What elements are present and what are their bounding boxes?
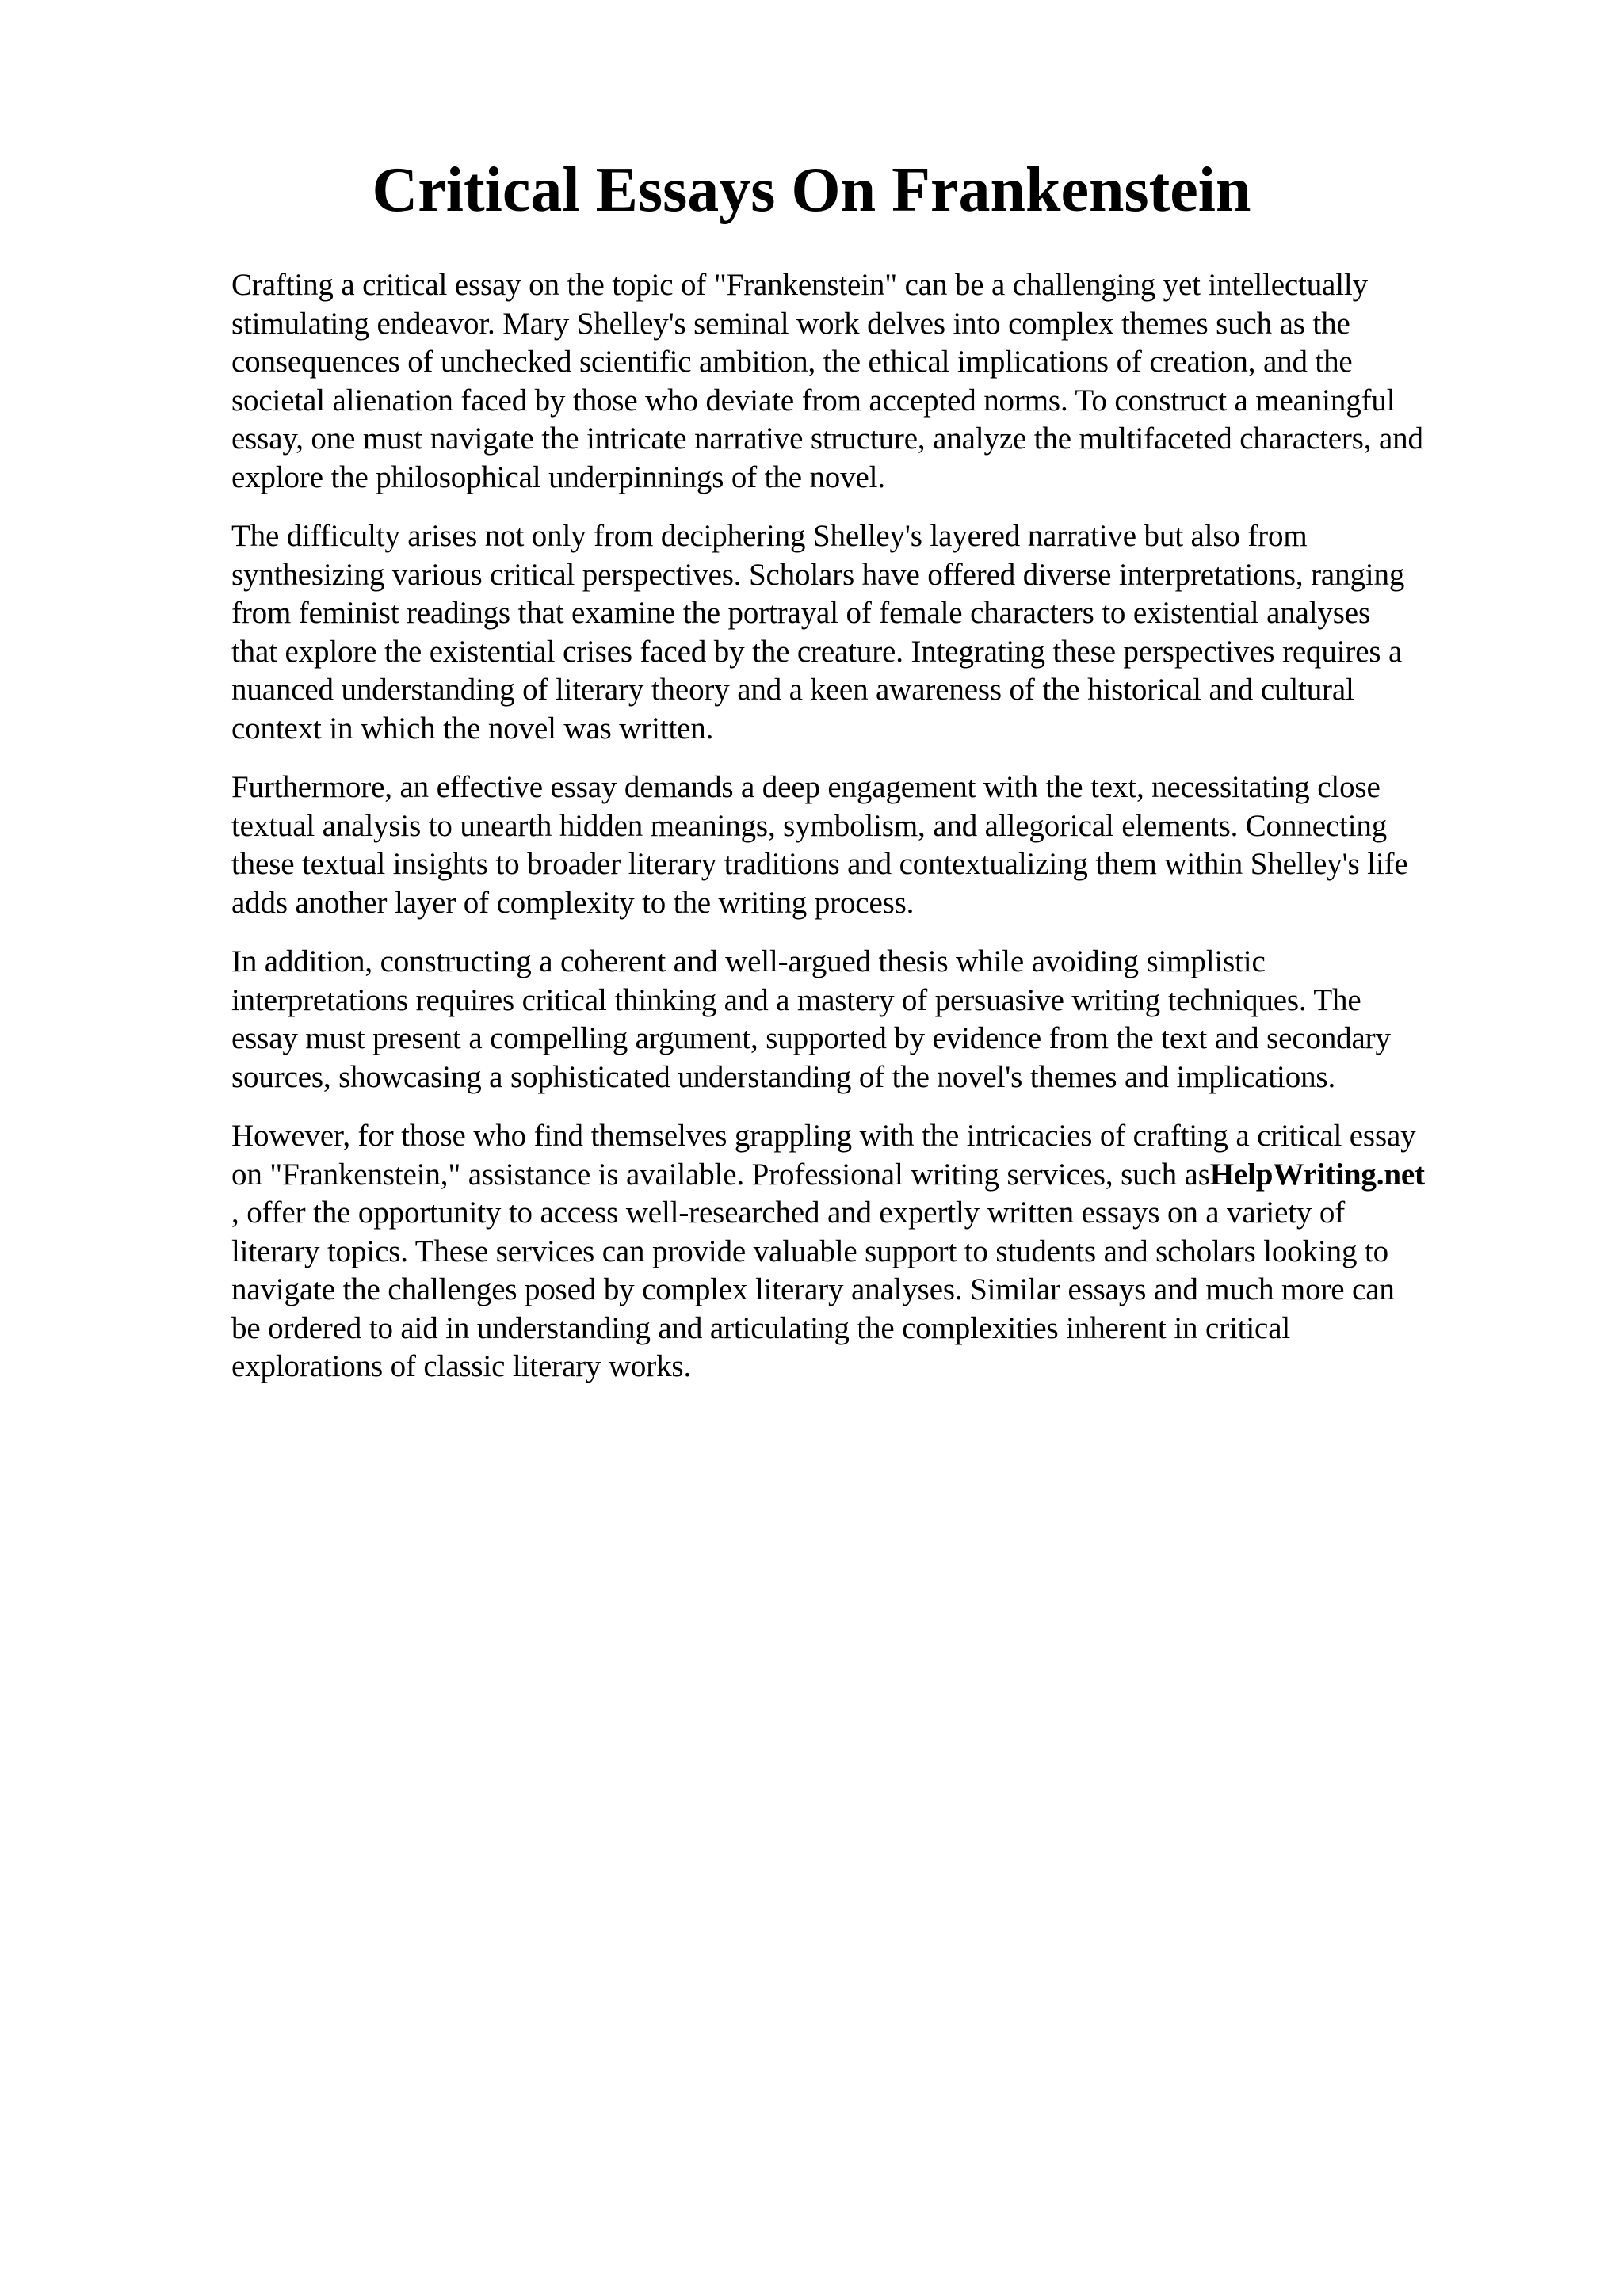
paragraph-line: In addition, constructing a coherent and well-argued thesis while avoiding simplistic bbox=[231, 944, 1266, 978]
paragraph-line: essay must present a compelling argument, supported by evidence from the text and secondary bbox=[231, 1021, 1391, 1055]
paragraph-line: The difficulty arises not only from deciphering Shelley's layered narrative but also from bbox=[231, 519, 1308, 553]
paragraph-line: textual analysis to unearth hidden meanings, symbolism, and allegorical elements. Connecting bbox=[231, 808, 1388, 843]
paragraph-5 bbox=[231, 1117, 1531, 1386]
helpwriting-brand-link[interactable]: HelpWriting.net bbox=[1209, 1157, 1425, 1192]
paragraph-line: essay, one must navigate the intricate narrative structure, analyze the multifaceted characters, and bbox=[231, 421, 1423, 456]
paragraph-line: explorations of classic literary works. bbox=[231, 1349, 692, 1383]
paragraph-line: adds another layer of complexity to the writing process. bbox=[231, 885, 915, 920]
paragraph-line-prefix: on "Frankenstein," assistance is available. Professional writing services, such as bbox=[231, 1157, 1210, 1192]
paragraph-line: nuanced understanding of literary theory and a keen awareness of the historical and cultural bbox=[231, 673, 1354, 707]
paragraph-line: navigate the challenges posed by complex literary analyses. Similar essays and much more can bbox=[231, 1272, 1395, 1306]
document-body bbox=[231, 266, 1531, 1407]
paragraph-3 bbox=[231, 769, 1531, 922]
paragraph-4 bbox=[231, 943, 1531, 1097]
paragraph-line: Crafting a critical essay on the topic of "Frankenstein" can be a challenging yet intellectually bbox=[231, 268, 1368, 302]
paragraph-line: stimulating endeavor. Mary Shelley's seminal work delves into complex themes such as the bbox=[231, 306, 1350, 341]
paragraph-line: However, for those who find themselves grappling with the intricacies of crafting a critical essay bbox=[231, 1119, 1416, 1153]
paragraph-line: context in which the novel was written. bbox=[231, 711, 714, 746]
paragraph-line: literary topics. These services can provide valuable support to students and scholars looking to bbox=[231, 1234, 1389, 1268]
paragraph-line: these textual insights to broader literary traditions and contextualizing them within Shelley's life bbox=[231, 847, 1408, 881]
paragraph-line: societal alienation faced by those who deviate from accepted norms. To construct a meaningful bbox=[231, 383, 1396, 418]
paragraph-line: interpretations requires critical thinking and a mastery of persuasive writing techniques. The bbox=[231, 982, 1361, 1017]
paragraph-2 bbox=[231, 517, 1531, 748]
paragraph-line: Furthermore, an effective essay demands a deep engagement with the text, necessitating close bbox=[231, 770, 1381, 804]
paragraph-line: , offer the opportunity to access well-researched and expertly written essays on a variety of bbox=[231, 1196, 1346, 1230]
paragraph-line: consequences of unchecked scientific ambition, the ethical implications of creation, and the bbox=[231, 345, 1353, 379]
paragraph-1 bbox=[231, 266, 1531, 497]
paragraph-line: explore the philosophical underpinnings of the novel. bbox=[231, 460, 885, 494]
paragraph-line: synthesizing various critical perspectives. Scholars have offered diverse interpretations, ranging bbox=[231, 557, 1405, 592]
document-title: Critical Essays On Frankenstein bbox=[372, 155, 1251, 225]
paragraph-line: from feminist readings that examine the portrayal of female characters to existential analyses bbox=[231, 596, 1370, 630]
paragraph-line-with-brand bbox=[231, 1156, 1531, 1195]
paragraph-line: that explore the existential crises faced by the creature. Integrating these perspectives requires a bbox=[231, 634, 1403, 669]
paragraph-line: be ordered to aid in understanding and articulating the complexities inherent in critical bbox=[231, 1310, 1291, 1345]
paragraph-line: sources, showcasing a sophisticated understanding of the novel's themes and implications. bbox=[231, 1059, 1336, 1094]
